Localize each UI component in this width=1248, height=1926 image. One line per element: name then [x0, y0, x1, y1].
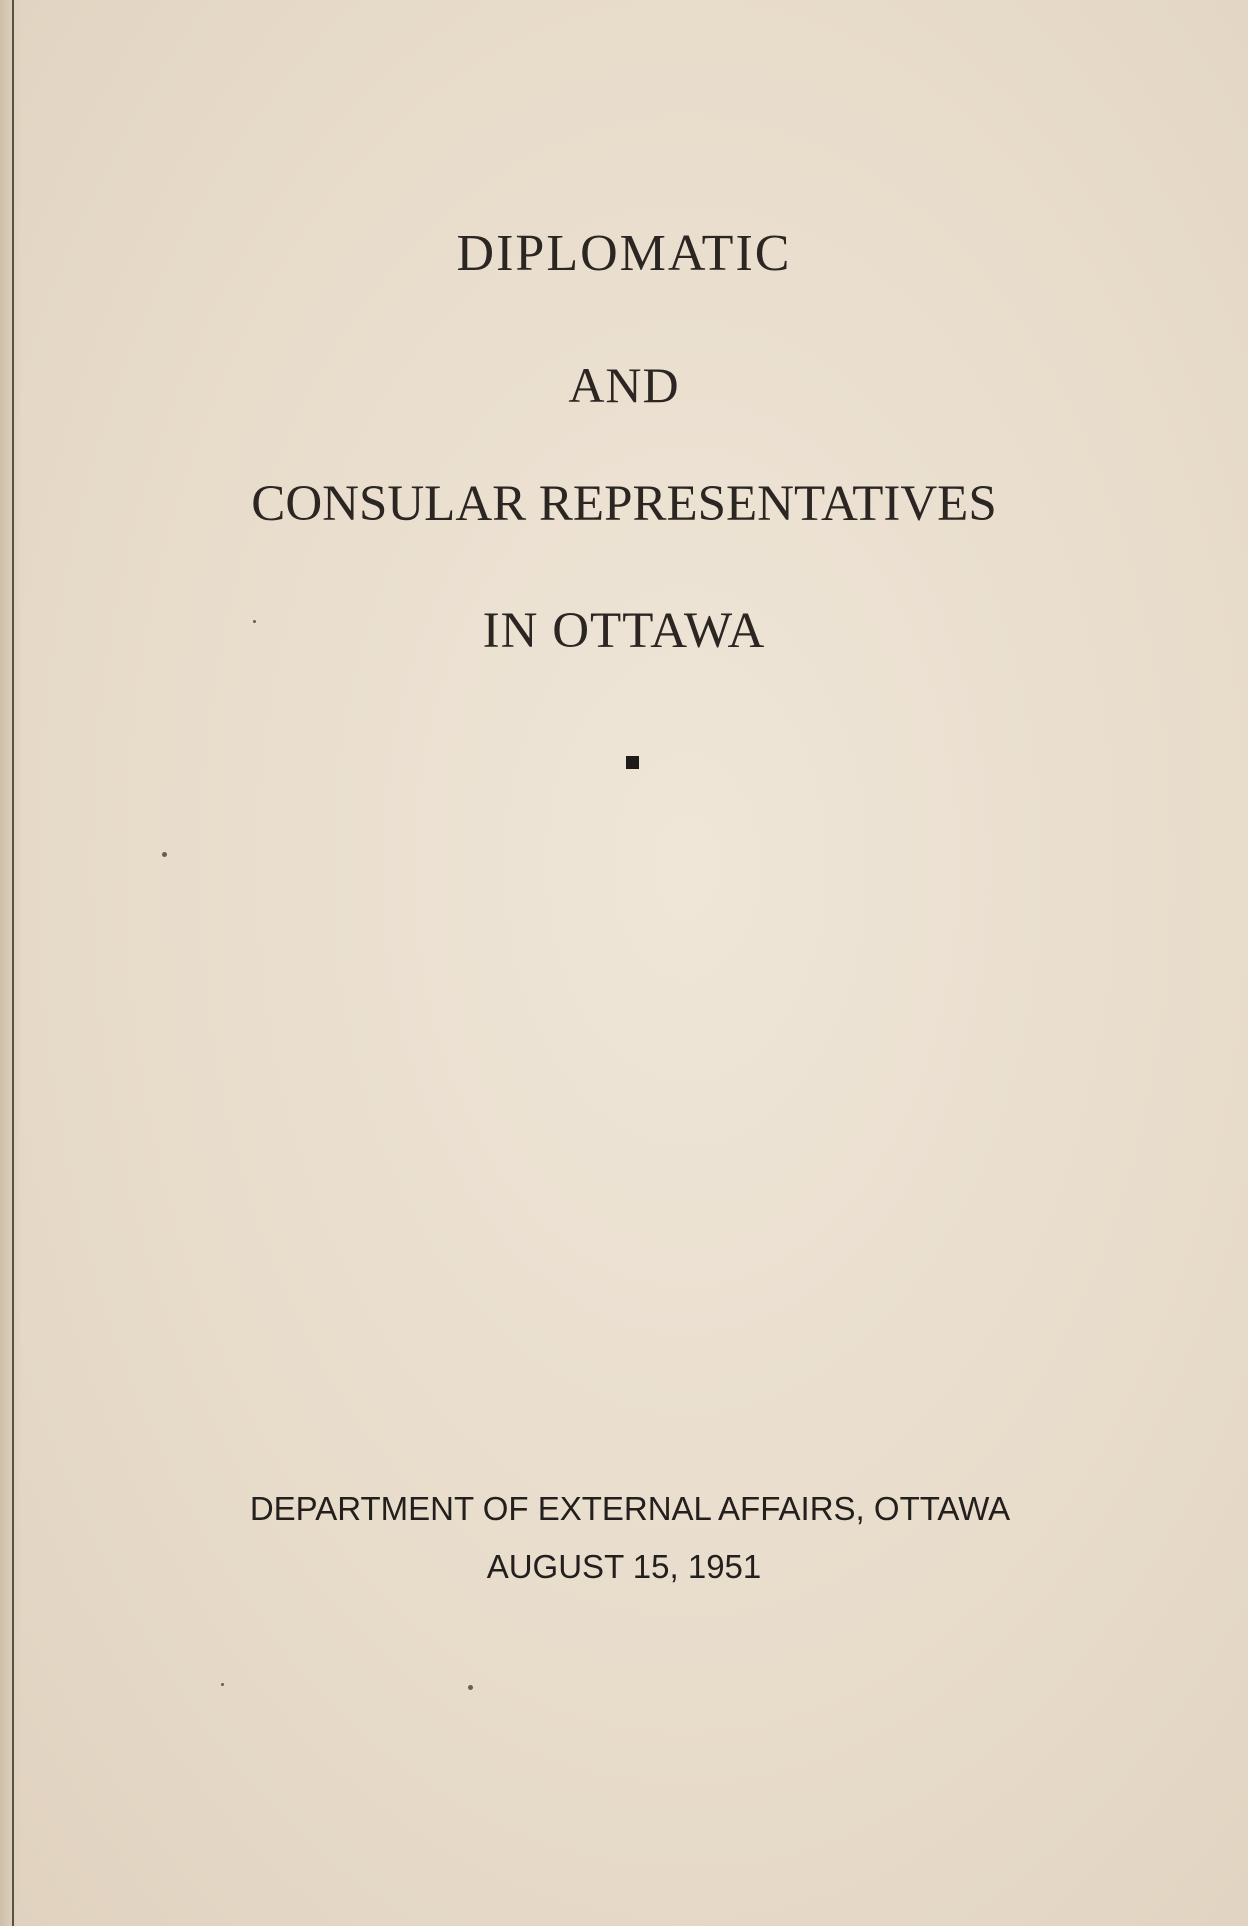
paper-speck — [221, 1683, 224, 1686]
paper-speck — [253, 620, 256, 623]
square-ornament-icon — [626, 756, 639, 769]
title-line-3: CONSULAR REPRESENTATIVES — [251, 476, 997, 532]
paper-speck — [468, 1685, 473, 1690]
publication-date: AUGUST 15, 1951 — [486, 1548, 762, 1585]
title-line-4: IN OTTAWA — [482, 603, 766, 659]
binding-line — [12, 0, 14, 1926]
title-line-1: DIPLOMATIC — [456, 225, 792, 282]
paper-speck — [162, 852, 167, 857]
title-line-2: AND — [568, 357, 680, 413]
binding-edge — [0, 0, 22, 1926]
publisher-line: DEPARTMENT OF EXTERNAL AFFAIRS, OTTAWA — [249, 1490, 1011, 1527]
